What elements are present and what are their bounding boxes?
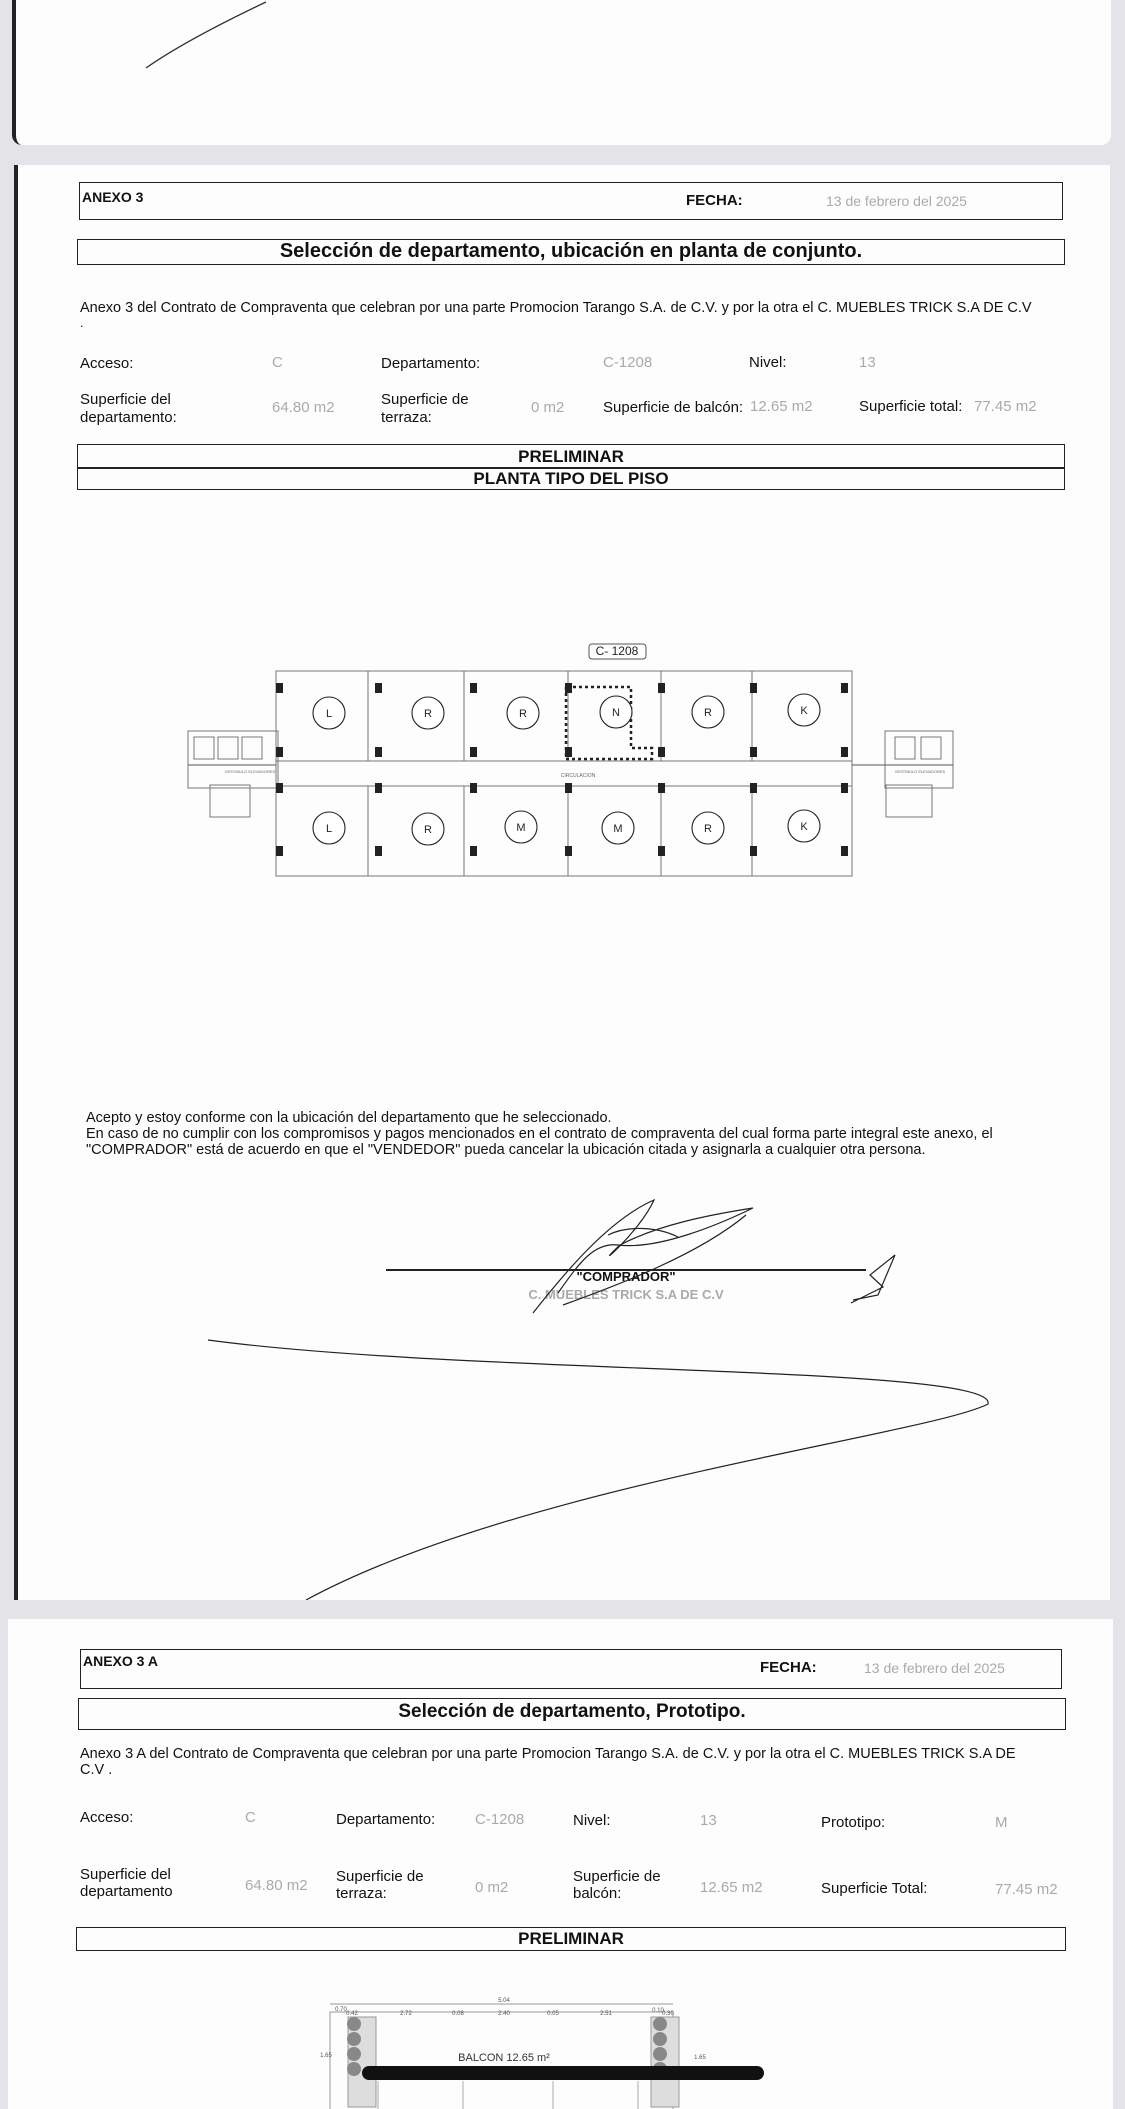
- anexo-3-page: [14, 165, 1110, 1600]
- sup-balcon-label: Superficie de balcón:: [603, 399, 744, 416]
- departamento-label: Departamento:: [336, 1811, 436, 1828]
- acceso-value: C: [245, 1809, 256, 1826]
- annex-label: ANEXO 3 A: [83, 1653, 158, 1669]
- departamento-value: C-1208: [475, 1811, 525, 1828]
- balcony-label: BALCON 12.65 m²: [458, 2052, 550, 2064]
- unit-label-top-2: R: [424, 708, 432, 720]
- unit-label-bottom-2: R: [424, 824, 432, 836]
- sup-balcon-value: 12.65 m2: [700, 1879, 763, 1896]
- lobby-label-left: VESTIBULO ELEVADORES: [224, 769, 276, 774]
- unit-label-bottom-1: L: [325, 823, 333, 835]
- handwritten-signature: [18, 165, 1110, 1600]
- annex-label: ANEXO 3: [82, 189, 144, 205]
- page-title: Selección de departamento, Prototipo.: [398, 1701, 746, 1722]
- banner-preliminar: PRELIMINAR: [518, 1929, 624, 1948]
- acceptance-line-1: Acepto y estoy conforme con la ubicación del departamento que he seleccionado.: [86, 1110, 612, 1126]
- sup-total-label: Superficie total:: [859, 398, 963, 415]
- sup-balcon-value: 12.65 m2: [750, 398, 813, 415]
- stray-pen-stroke: [16, 0, 1111, 145]
- fecha-value: 13 de febrero del 2025: [826, 193, 967, 209]
- sup-terraza-label-1: Superficie de: [381, 391, 469, 408]
- sup-depto-label-2: departamento:: [80, 409, 177, 426]
- departamento-label: Departamento:: [381, 355, 481, 372]
- acceptance-line-3: "COMPRADOR" está de acuerdo en que el "VENDEDOR" pueda cancelar la ubicación citada y asignarla a cualquier otra persona.: [86, 1142, 926, 1158]
- dim-5: 0.05: [547, 2011, 559, 2017]
- dim-6: 2.51: [600, 2011, 612, 2017]
- intro-end: .: [80, 316, 84, 330]
- sup-terraza-value: 0 m2: [475, 1879, 509, 1896]
- sup-depto-value: 64.80 m2: [245, 1877, 308, 1894]
- dim-4: 2.40: [498, 2011, 510, 2017]
- sup-total-label: Superficie Total:: [821, 1880, 928, 1897]
- sup-total-value: 77.45 m2: [974, 398, 1037, 415]
- dim-1: 0.42: [346, 2011, 358, 2017]
- dim-top: 5.04: [498, 1998, 510, 2004]
- unit-label-bottom-5: R: [704, 823, 712, 835]
- unit-label-bottom-6: K: [800, 821, 808, 833]
- lobby-label-right: VESTIBULO ELEVADORES: [894, 769, 946, 774]
- corridor-label: CIRCULACION: [560, 773, 596, 779]
- sup-terraza-value: 0 m2: [531, 399, 565, 416]
- unit-label-top-6: K: [800, 705, 808, 717]
- dim-3: 0.08: [452, 2011, 464, 2017]
- nivel-value: 13: [700, 1812, 717, 1829]
- unit-tag: C- 1208: [595, 644, 639, 658]
- banner-planta-tipo: PLANTA TIPO DEL PISO: [473, 469, 669, 488]
- dim-8: 0.30: [662, 2011, 674, 2017]
- unit-label-top-5: R: [704, 707, 712, 719]
- home-indicator[interactable]: [362, 2066, 764, 2080]
- dim-left: 1.65: [320, 2053, 332, 2059]
- acceptance-line-2: En caso de no cumplir con los compromisos y pagos mencionados en el contrato de compraventa del cual forma parte integral este anexo, el: [86, 1126, 993, 1142]
- unit-label-bottom-3: M: [516, 822, 526, 834]
- dim-0: 0.70: [335, 2007, 347, 2013]
- signature-role: "COMPRADOR": [576, 1269, 676, 1284]
- acceso-label: Acceso:: [80, 1809, 134, 1826]
- dim-right: 1.65: [694, 2055, 706, 2061]
- sup-total-value: 77.45 m2: [995, 1881, 1058, 1898]
- fecha-label: FECHA:: [760, 1659, 817, 1676]
- sup-terraza-label-1: Superficie de: [336, 1868, 424, 1885]
- fecha-value: 13 de febrero del 2025: [864, 1660, 1005, 1676]
- nivel-value: 13: [859, 354, 876, 371]
- departamento-value: C-1208: [603, 354, 653, 371]
- intro-line-2: C.V .: [80, 1762, 113, 1778]
- nivel-label: Nivel:: [749, 354, 787, 371]
- acceso-label: Acceso:: [80, 355, 134, 372]
- sup-terraza-label-2: terraza:: [336, 1885, 387, 1902]
- prototipo-value: M: [995, 1814, 1008, 1831]
- intro-text: Anexo 3 del Contrato de Compraventa que celebran por una parte Promocion Tarango S.A. de C.V. y por la otra el C. MUEBLES TRICK S.A DE C.V: [80, 300, 1032, 316]
- intro-line-1: Anexo 3 A del Contrato de Compraventa que celebran por una parte Promocion Tarango S.A. de C.V. y por la otra el C. MUEBLES TRICK S.A DE: [80, 1746, 1016, 1762]
- sup-balcon-label-1: Superficie de: [573, 1868, 661, 1885]
- sup-depto-label-1: Superficie del: [80, 391, 171, 408]
- prototype-drawing: [8, 1619, 1113, 2109]
- acceso-value: C: [272, 354, 283, 371]
- sup-depto-label-2: departamento: [80, 1883, 173, 1900]
- previous-page-fragment: [12, 0, 1111, 145]
- signature-name: C. MUEBLES TRICK S.A DE C.V: [528, 1287, 724, 1302]
- anexo-3a-page: [8, 1619, 1113, 2109]
- sup-depto-value: 64.80 m2: [272, 399, 335, 416]
- fecha-label: FECHA:: [686, 192, 743, 209]
- unit-label-top-1: L: [325, 708, 333, 720]
- unit-label-top-3: R: [519, 708, 527, 720]
- unit-label-top-4: N: [612, 707, 620, 719]
- page-title: Selección de departamento, ubicación en planta de conjunto.: [279, 240, 863, 262]
- dim-2: 2.72: [400, 2011, 412, 2017]
- prototipo-label: Prototipo:: [821, 1814, 886, 1831]
- banner-preliminar: PRELIMINAR: [518, 447, 624, 466]
- sup-terraza-label-2: terraza:: [381, 409, 432, 426]
- sup-balcon-label-2: balcón:: [573, 1885, 622, 1902]
- nivel-label: Nivel:: [573, 1812, 611, 1829]
- unit-label-bottom-4: M: [613, 823, 623, 835]
- dim-7: 0.10: [652, 2008, 664, 2014]
- sup-depto-label-1: Superficie del: [80, 1866, 171, 1883]
